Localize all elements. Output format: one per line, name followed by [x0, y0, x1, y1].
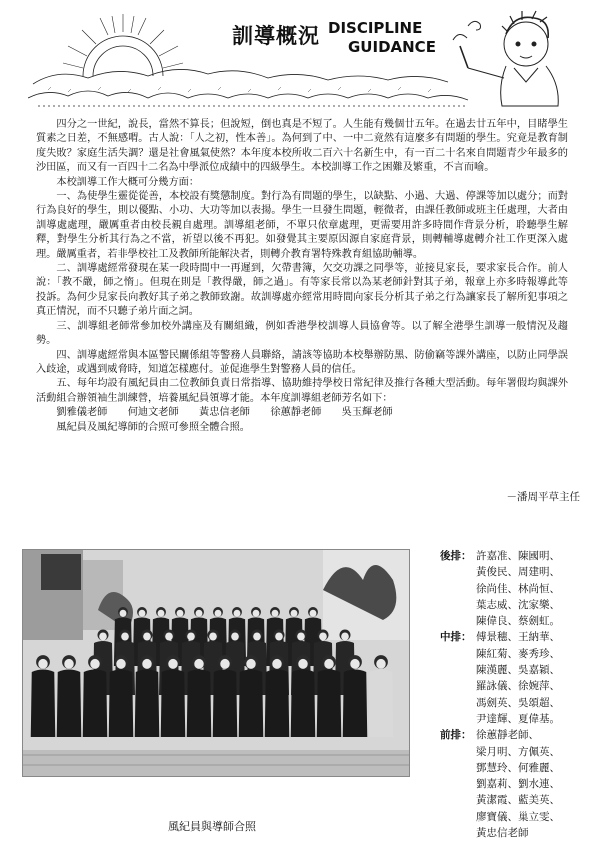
roster-row-names: 劉嘉莉、劉水連、 [476, 778, 560, 791]
roster-row-names: 陳漢麗、吳嘉穎、 [476, 664, 560, 677]
author-signature: －潘周平草主任 [506, 491, 580, 503]
article-paragraph: 三、訓導組老師常參加校外講座及有關組織，例如香港學校訓導人員協會等。以了解全港學生訓導一般情況及趨勢。 [36, 320, 568, 347]
article-paragraph: 一、為使學生靈從從善，本校設有獎懲制度。對行為有問題的學生，以缺點、小過、大過、停課等加以處分；而對行為良好的學生，則以優點、小功、大功等加以表揚。學生一旦發生問題，輕微者，由課任教師或班主任處理，大者由訓導處處理，嚴厲重者由校長親自處理。訓導組老師，不單只依章處理，更需要用許多時間作背景分析，聆聽學生解釋，對學生分析其行為之不當，祈望以後不再犯。如發覺其主要原因源自家庭背景，則轉輔導處轉介社工作更深入處理。嚴厲重者，若非學校社工及教師所能解決者，則轉介教育署特殊教育組協助輔導。 [36, 191, 568, 260]
roster-row-names: 傅景穗、王納華、 [476, 631, 560, 644]
page-title-en-line2: GUIDANCE [348, 38, 436, 56]
roster-row-label [440, 744, 476, 760]
article-paragraph: 四、訓導處經常與本區警民關係組等警務人員聯絡，請該等協助本校舉辦防黑、防偷竊等課外講座，以防止同學誤入歧途，或遇到威脅時，知道怎樣應付。並促進學生對警務人員的信任。 [36, 349, 568, 375]
group-photo-illustration [23, 550, 409, 776]
article-paragraph: 本校訓導工作大概可分幾方面： [56, 176, 200, 188]
roster-row [440, 581, 590, 597]
photo-caption: 風紀員與導師合照 [168, 820, 256, 833]
roster-row [440, 678, 590, 694]
roster-row-names: 葉志威、沈家樂、 [476, 598, 560, 611]
roster-row-names: 鄧慧玲、何雅麗、 [476, 761, 560, 774]
sun-illustration [63, 14, 183, 76]
roster-row-names: 尹達輝、夏偉基。 [476, 712, 560, 725]
roster-row-label [440, 809, 476, 825]
page-title-en-line1: DISCIPLINE [328, 19, 423, 37]
roster-row-names: 羅詠儀、徐婉萍、 [476, 680, 560, 693]
name-roster [440, 548, 590, 841]
roster-row-label [440, 581, 476, 597]
roster-row-label [440, 695, 476, 711]
roster-row [440, 711, 590, 727]
roster-row-names: 廖寶儀、巢立雯、 [476, 810, 560, 823]
roster-row-label: 後排： [440, 550, 472, 562]
roster-row-names: 馮劍英、吳頌超、 [476, 696, 560, 709]
article-paragraph: 四分之一世紀，說長，當然不算長；但說短，倒也真是不短了。人生能有幾個廿五年。在過去廿五年中，目睹學生質素之日差，不無感喟。古人說：「人之初，性本善」。為何到了中、一中二竟然有這麼多有問題的學生。究竟是教育制度失敗？家庭生活失調？還是社會風氣使然？本年度本校所收二百六十名新生中，有一百二十名來自問題青少年最多的沙田區，而又有一百四十二名為中學派位成績中的四級學生。本校訓導工作之困難及繁重，不言而喻。 [36, 119, 568, 174]
roster-row-label [440, 711, 476, 727]
roster-row-label [440, 760, 476, 776]
roster-row [440, 548, 590, 564]
page-title-zh: 訓導概況 [232, 23, 320, 48]
roster-row [440, 564, 590, 580]
roster-row [440, 597, 590, 613]
roster-row [440, 646, 590, 662]
roster-row-names: 徐尚佳、林尚恒、 [476, 582, 560, 595]
roster-row [440, 727, 590, 743]
roster-row [440, 792, 590, 808]
roster-row [440, 662, 590, 678]
roster-row-names: 徐蕙靜老師、 [476, 729, 539, 742]
roster-row-names: 許嘉准、陳國明、 [476, 550, 560, 562]
article-paragraph: 二、訓導處經常發現在某一段時間中一再遲到，欠帶書簿，欠交功課之同學等，並接見家長，要求家長合作。前人說：「教不嚴，師之惰」。但現在則是「教得嚴，師之過」。有等家長常以為某老師針對其子弟，報章上亦多時報導此等投訴。為何少見家長向教好其子弟之教師致謝。故訓導處亦經常用時間向家長分析其子弟之行為讓家長了解所犯事項之真正情況，而不只聽子弟片面之詞。 [36, 263, 568, 318]
roster-row [440, 695, 590, 711]
closing-line: 風紀員及風紀導師的合照可參照全體合照。 [56, 421, 250, 433]
roster-row [440, 760, 590, 776]
student-character-illustration [453, 11, 558, 106]
group-photo [22, 549, 410, 777]
cloud-hills-illustration [28, 69, 468, 106]
roster-row-label [440, 597, 476, 613]
roster-row-label [440, 776, 476, 792]
roster-row [440, 825, 590, 841]
header-banner [28, 6, 568, 110]
roster-row-label [440, 792, 476, 808]
roster-row-names: 陳紅菊、麥秀珍、 [476, 647, 560, 660]
roster-row-label: 中排： [440, 631, 472, 644]
roster-row-names: 黃潔霞、藍美英、 [476, 794, 560, 807]
roster-row-names: 梁月明、方佩英、 [476, 745, 560, 758]
roster-row-label [440, 678, 476, 694]
roster-row [440, 744, 590, 760]
roster-row-label: 前排： [440, 729, 472, 742]
roster-row-label [440, 662, 476, 678]
roster-row [440, 809, 590, 825]
roster-row-names: 黃忠信老師 [476, 827, 529, 840]
roster-row-label [440, 646, 476, 662]
article-paragraph: 五、每年均設有風紀員由二位教師負責日常指導、協助維持學校日常紀律及推行各種大型活動。每年署假均與課外活動組合辦領袖生訓練營，培養風紀員領導才能。本年度訓導組老師芳名如下： [36, 378, 568, 404]
roster-row [440, 776, 590, 792]
teacher-names: 劉雅儀老師 何迪文老師 黃忠信老師 徐蕙靜老師 吳玉輝老師 [56, 407, 393, 419]
article-body [36, 118, 568, 435]
roster-row [440, 613, 590, 629]
roster-row-label [440, 825, 476, 841]
roster-row-names: 陳偉良、蔡劍虹。 [476, 615, 560, 628]
roster-row-names: 黃俊民、周建明、 [476, 566, 560, 579]
roster-row-label [440, 564, 476, 580]
roster-row [440, 629, 590, 645]
roster-row-label [440, 613, 476, 629]
